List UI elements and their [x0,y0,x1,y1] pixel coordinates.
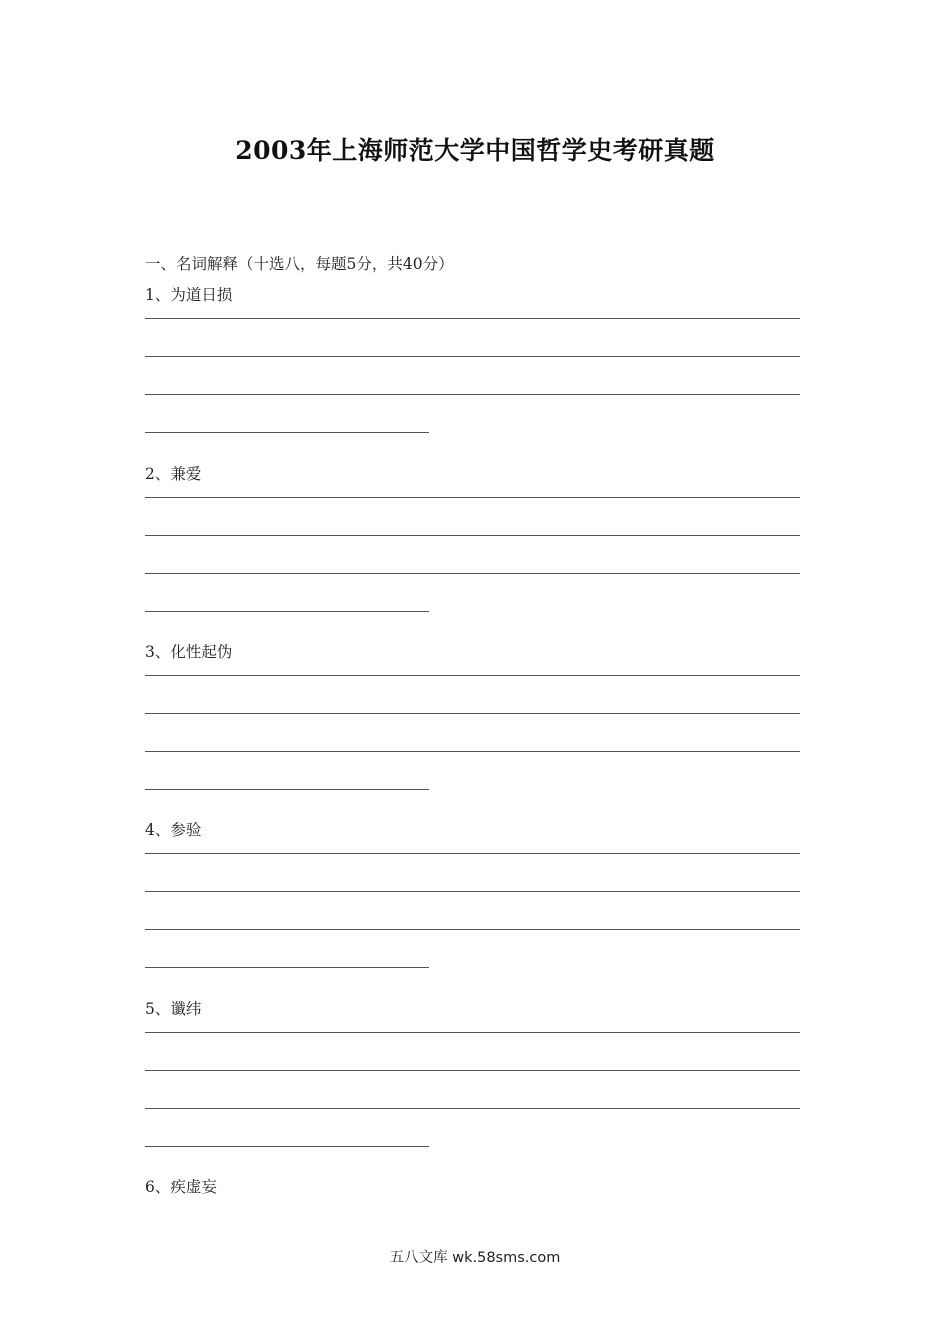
question-label: 2、兼爱 [145,465,202,483]
question-label: 3、化性起伪 [145,643,233,661]
answer-line[interactable] [145,967,429,968]
answer-line[interactable] [145,611,429,612]
question-label: 4、参验 [145,821,202,839]
question-label: 5、谶纬 [145,1000,202,1018]
answer-line[interactable] [145,394,800,395]
question-label: 6、疾虚妄 [145,1178,217,1196]
answer-line[interactable] [145,853,800,854]
question-item [145,284,800,433]
answer-line[interactable] [145,891,800,892]
answer-line[interactable] [145,713,800,714]
question-item [145,463,800,612]
answer-line[interactable] [145,497,800,498]
answer-line[interactable] [145,432,429,433]
answer-line[interactable] [145,1108,800,1109]
question-item [145,1176,800,1198]
answer-line[interactable] [145,1146,429,1147]
question-item [145,998,800,1147]
section-heading: 一、名词解释（十选八，每题5分，共40分） [145,255,454,273]
answer-line[interactable] [145,789,429,790]
answer-line[interactable] [145,1032,800,1033]
answer-line[interactable] [145,929,800,930]
question-item [145,641,800,790]
answer-line[interactable] [145,675,800,676]
answer-line[interactable] [145,318,800,319]
answer-line[interactable] [145,751,800,752]
answer-line[interactable] [145,535,800,536]
question-label: 1、为道日损 [145,286,233,304]
page-footer: 五八文库 wk.58sms.com [389,1250,561,1266]
answer-line[interactable] [145,356,800,357]
answer-line[interactable] [145,573,800,574]
question-item [145,819,800,968]
answer-line[interactable] [145,1070,800,1071]
page-title: 2003年上海师范大学中国哲学史考研真题 [235,136,715,165]
